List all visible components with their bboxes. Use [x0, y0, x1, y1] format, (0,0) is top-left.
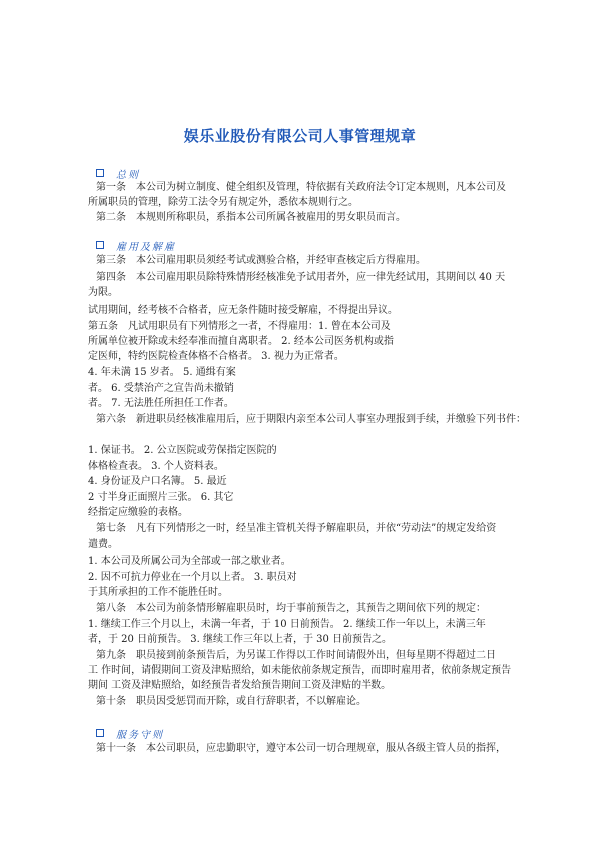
text-line: 第一条 本公司为树立制度、健全组织及管理，特依据有关政府法令订定本规则，凡本公司及 — [96, 182, 506, 193]
text-line: 4. 年未满 15 岁者。 5. 通缉有案 — [88, 367, 236, 378]
text-line: 第十一条 本公司职员，应忠勤职守，遵守本公司一切合理规章，服从各级主管人员的指挥， — [96, 743, 506, 754]
section-label: 雇用及解雇 — [116, 241, 176, 253]
text-line: 1. 保证书。 2. 公立医院或劳保指定医院的 — [88, 445, 277, 456]
text-line: 2. 因不可抗力停业在一个月以上者。 3. 职员对 — [88, 572, 297, 583]
text-line: 者。 6. 受禁治产之宣告尚未撤销 — [88, 383, 234, 394]
text-line: 第三条 本公司雇用职员须经考试或测验合格，并经审查核定后方得雇用。 — [96, 255, 426, 266]
text-line: 2 寸半身正面照片三张。 6. 其它 — [88, 492, 234, 503]
text-line: 者，于 20 日前预告。 3. 继续工作三年以上者，于 30 日前预告之。 — [88, 634, 393, 645]
text-line: 第十条 职员因受惩罚而开除，或自行辞职者，不以解雇论。 — [96, 696, 366, 707]
checkbox-icon — [96, 729, 104, 737]
section-label: 总则 — [116, 169, 140, 181]
text-line: 工 作时间，请假期间工资及津贴照给，如未能依前条规定预告，而即时雇用者，依前条规定预告 — [88, 665, 512, 676]
text-line: 第二条 本规则所称职员，系指本公司所属各被雇用的男女职员而言。 — [96, 212, 406, 223]
text-line: 所属职员的管理，除劳工法令另有规定外，悉依本规则行之。 — [88, 197, 358, 208]
text-line: 第六条 新进职员经核准雇用后，应于期限内亲至本公司人事室办理报到手续，并缴验下列书件： — [96, 414, 526, 425]
text-line: 4. 身份证及户口名簿。 5. 最近 — [88, 476, 227, 487]
text-line: 者。 7. 无法胜任所担任工作者。 — [88, 398, 234, 409]
text-line: 体格检查表。 3. 个人资料表。 — [88, 461, 224, 472]
text-line: 经指定应缴验的表格。 — [88, 507, 188, 518]
text-line: 所属单位被开除或未经奉准而擅自离职者。 2. 经本公司医务机构或指 — [88, 336, 394, 347]
text-line: 定医师，特约医院检查体格不合格者。 3. 视力为正常者。 — [88, 351, 344, 362]
text-line: 期间 工资及津贴照给，如经预告者发给预告期间工资及津贴的半数。 — [88, 680, 392, 691]
section-heading-conduct — [96, 726, 164, 740]
text-line: 第五条 凡试用职员有下列情形之一者，不得雇用：1. 曾在本公司及 — [88, 321, 391, 332]
text-line: 第四条 本公司雇用职员除特殊情形经核准免予试用者外，应一律先经试用，其期间以 40 天 — [96, 272, 506, 283]
section-heading-hiring — [96, 238, 176, 252]
text-line: 1. 本公司及所属公司为全部或一部之歇业者。 — [88, 556, 291, 567]
section-heading-general — [96, 166, 140, 180]
checkbox-icon — [96, 169, 104, 177]
text-line: 遣费。 — [88, 539, 118, 550]
text-line: 于其所承担的工作不能胜任时。 — [88, 587, 228, 598]
checkbox-icon — [96, 241, 104, 249]
text-line: 为限。 — [88, 287, 118, 298]
document-title: 娱乐业股份有限公司人事管理规章 — [183, 127, 417, 145]
text-line: 第七条 凡有下列情形之一时，经呈准主管机关得予解雇职员，并依“劳动法”的规定发给资 — [96, 523, 497, 534]
text-line: 第八条 本公司为前条情形解雇职员时，均于事前预告之，其预告之期间依下列的规定： — [96, 603, 486, 614]
section-label: 服务守则 — [116, 729, 164, 741]
text-line: 1. 继续工作三个月以上，未满一年者，于 10 日前预告。 2. 继续工作一年以上，未满三年 — [88, 619, 486, 630]
text-line: 试用期间，经考核不合格者，应无条件随时接受解雇，不得提出异议。 — [88, 305, 398, 316]
text-line: 第九条 职员接到前条预告后，为另谋工作得以工作时间请假外出，但每星期不得超过二日 — [96, 650, 496, 661]
